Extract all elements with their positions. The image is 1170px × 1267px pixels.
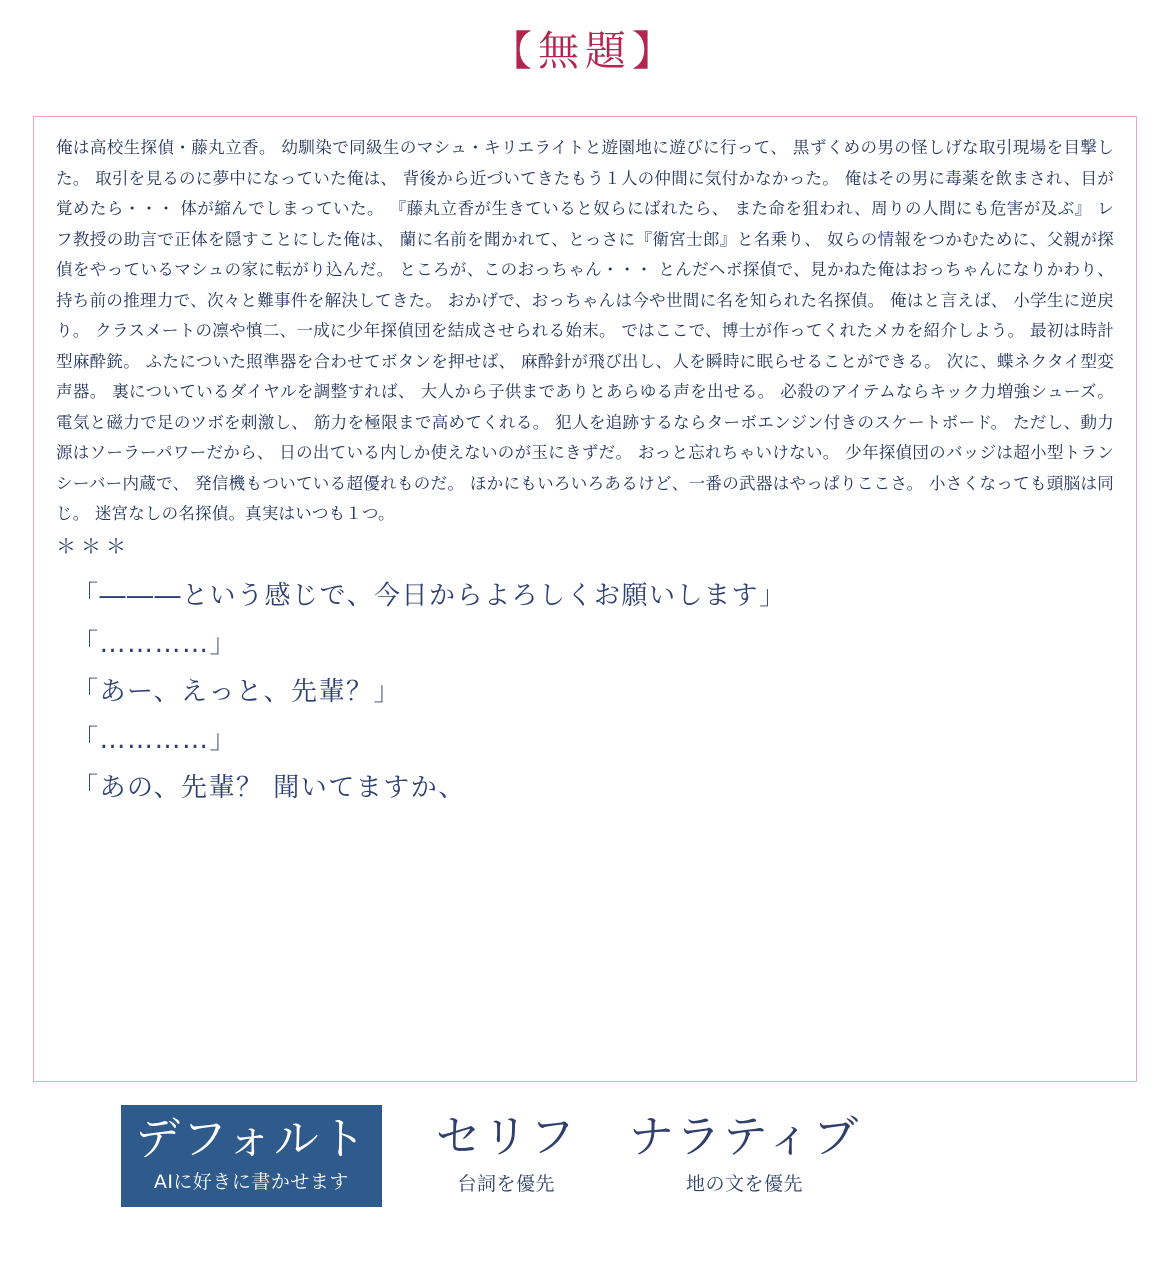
generation-mode-bar	[33, 1105, 1137, 1235]
mode-option-default-description: AIに好きに書かせます	[153, 1171, 349, 1193]
dialogue-line: 「―――という感じで、今日からよろしくお願いします」	[72, 580, 787, 611]
mode-option-serif[interactable]	[436, 1105, 577, 1199]
mode-option-narrative-label: ナラティブ	[628, 1110, 861, 1163]
mode-option-narrative-description: 地の文を優先	[685, 1173, 803, 1195]
dialogue-block	[56, 572, 1114, 812]
mode-option-serif-description: 台詞を優先	[457, 1173, 556, 1195]
mode-option-default-label: デフォルト	[135, 1112, 368, 1165]
mode-option-default[interactable]	[121, 1105, 382, 1207]
scene-separator: ＊＊＊	[56, 533, 131, 558]
dialogue-line: 「あー、えっと、先輩？」	[72, 676, 401, 707]
narration-paragraph: 俺は高校生探偵・藤丸立香。 幼馴染で同級生のマシュ・キリエライトと遊園地に遊びに行って、 黒ずくめの男の怪しげな取引現場を目撃した。 取引を見るのに夢中になっていた俺は、 背後から近づいてきたもう１人の仲間に気付かなかった。 俺はその男に毒薬を飲まされ、目が覚めたら・・・ 体が縮んでしまっていた。 『藤丸立香が生きていると奴らにばれたら、 また命を狙われ、周りの人間にも危害が及ぶ』 レフ教授の助言で正体を隠すことにした俺は、 蘭に名前を聞かれて、とっさに『衛宮士郎』と名乗り、 奴らの情報をつかむために、父親が探偵をやっているマシュの家に転がり込んだ。 ところが、このおっちゃん・・・ とんだヘボ探偵で、見かねた俺はおっちゃんになりかわり、 持ち前の推理力で、次々と難事件を解決してきた。 おかげで、おっちゃんは今や世間に名を知られた名探偵。 俺はと言えば、 小学生に逆戻り。 クラスメートの凛や慎二、一成に少年探偵団を結成させられる始末。 ではここで、博士が作ってくれたメカを紹介しよう。 最初は時計型麻酔銃。 ふたについた照準器を合わせてボタンを押せば、 麻酔針が飛び出し、人を瞬時に眠らせることができる。 次に、蝶ネクタイ型変声器。 裏についているダイヤルを調整すれば、 大人から子供までありとあらゆる声を出せる。 必殺のアイテムならキック力増強シューズ。 電気と磁力で足のツボを刺激し、 筋力を極限まで高めてくれる。 犯人を追跡するならターボエンジン付きのスケートボード。 ただし、動力源はソーラーパワーだから、 日の出ている内しか使えないのが玉にきずだ。 おっと忘れちゃいけない。 少年探偵団のバッジは超小型トランシーバー内蔵で、 発信機もついている超優れものだ。 ほかにもいろいろあるけど、一番の武器はやっぱりここさ。 小さくなっても頭脳は同じ。 迷宮なしの名探偵。真実はいつも１つ。	[56, 138, 1120, 523]
mode-option-narrative[interactable]	[629, 1105, 860, 1199]
dialogue-line: 「あの、先輩？ 聞いてますか、	[72, 772, 466, 803]
story-text-area[interactable]	[33, 116, 1137, 1082]
dialogue-line: 「…………」	[72, 724, 238, 755]
page-title: 【無題】	[491, 27, 679, 75]
dialogue-line: 「…………」	[72, 628, 238, 659]
mode-option-serif-label: セリフ	[435, 1110, 577, 1163]
